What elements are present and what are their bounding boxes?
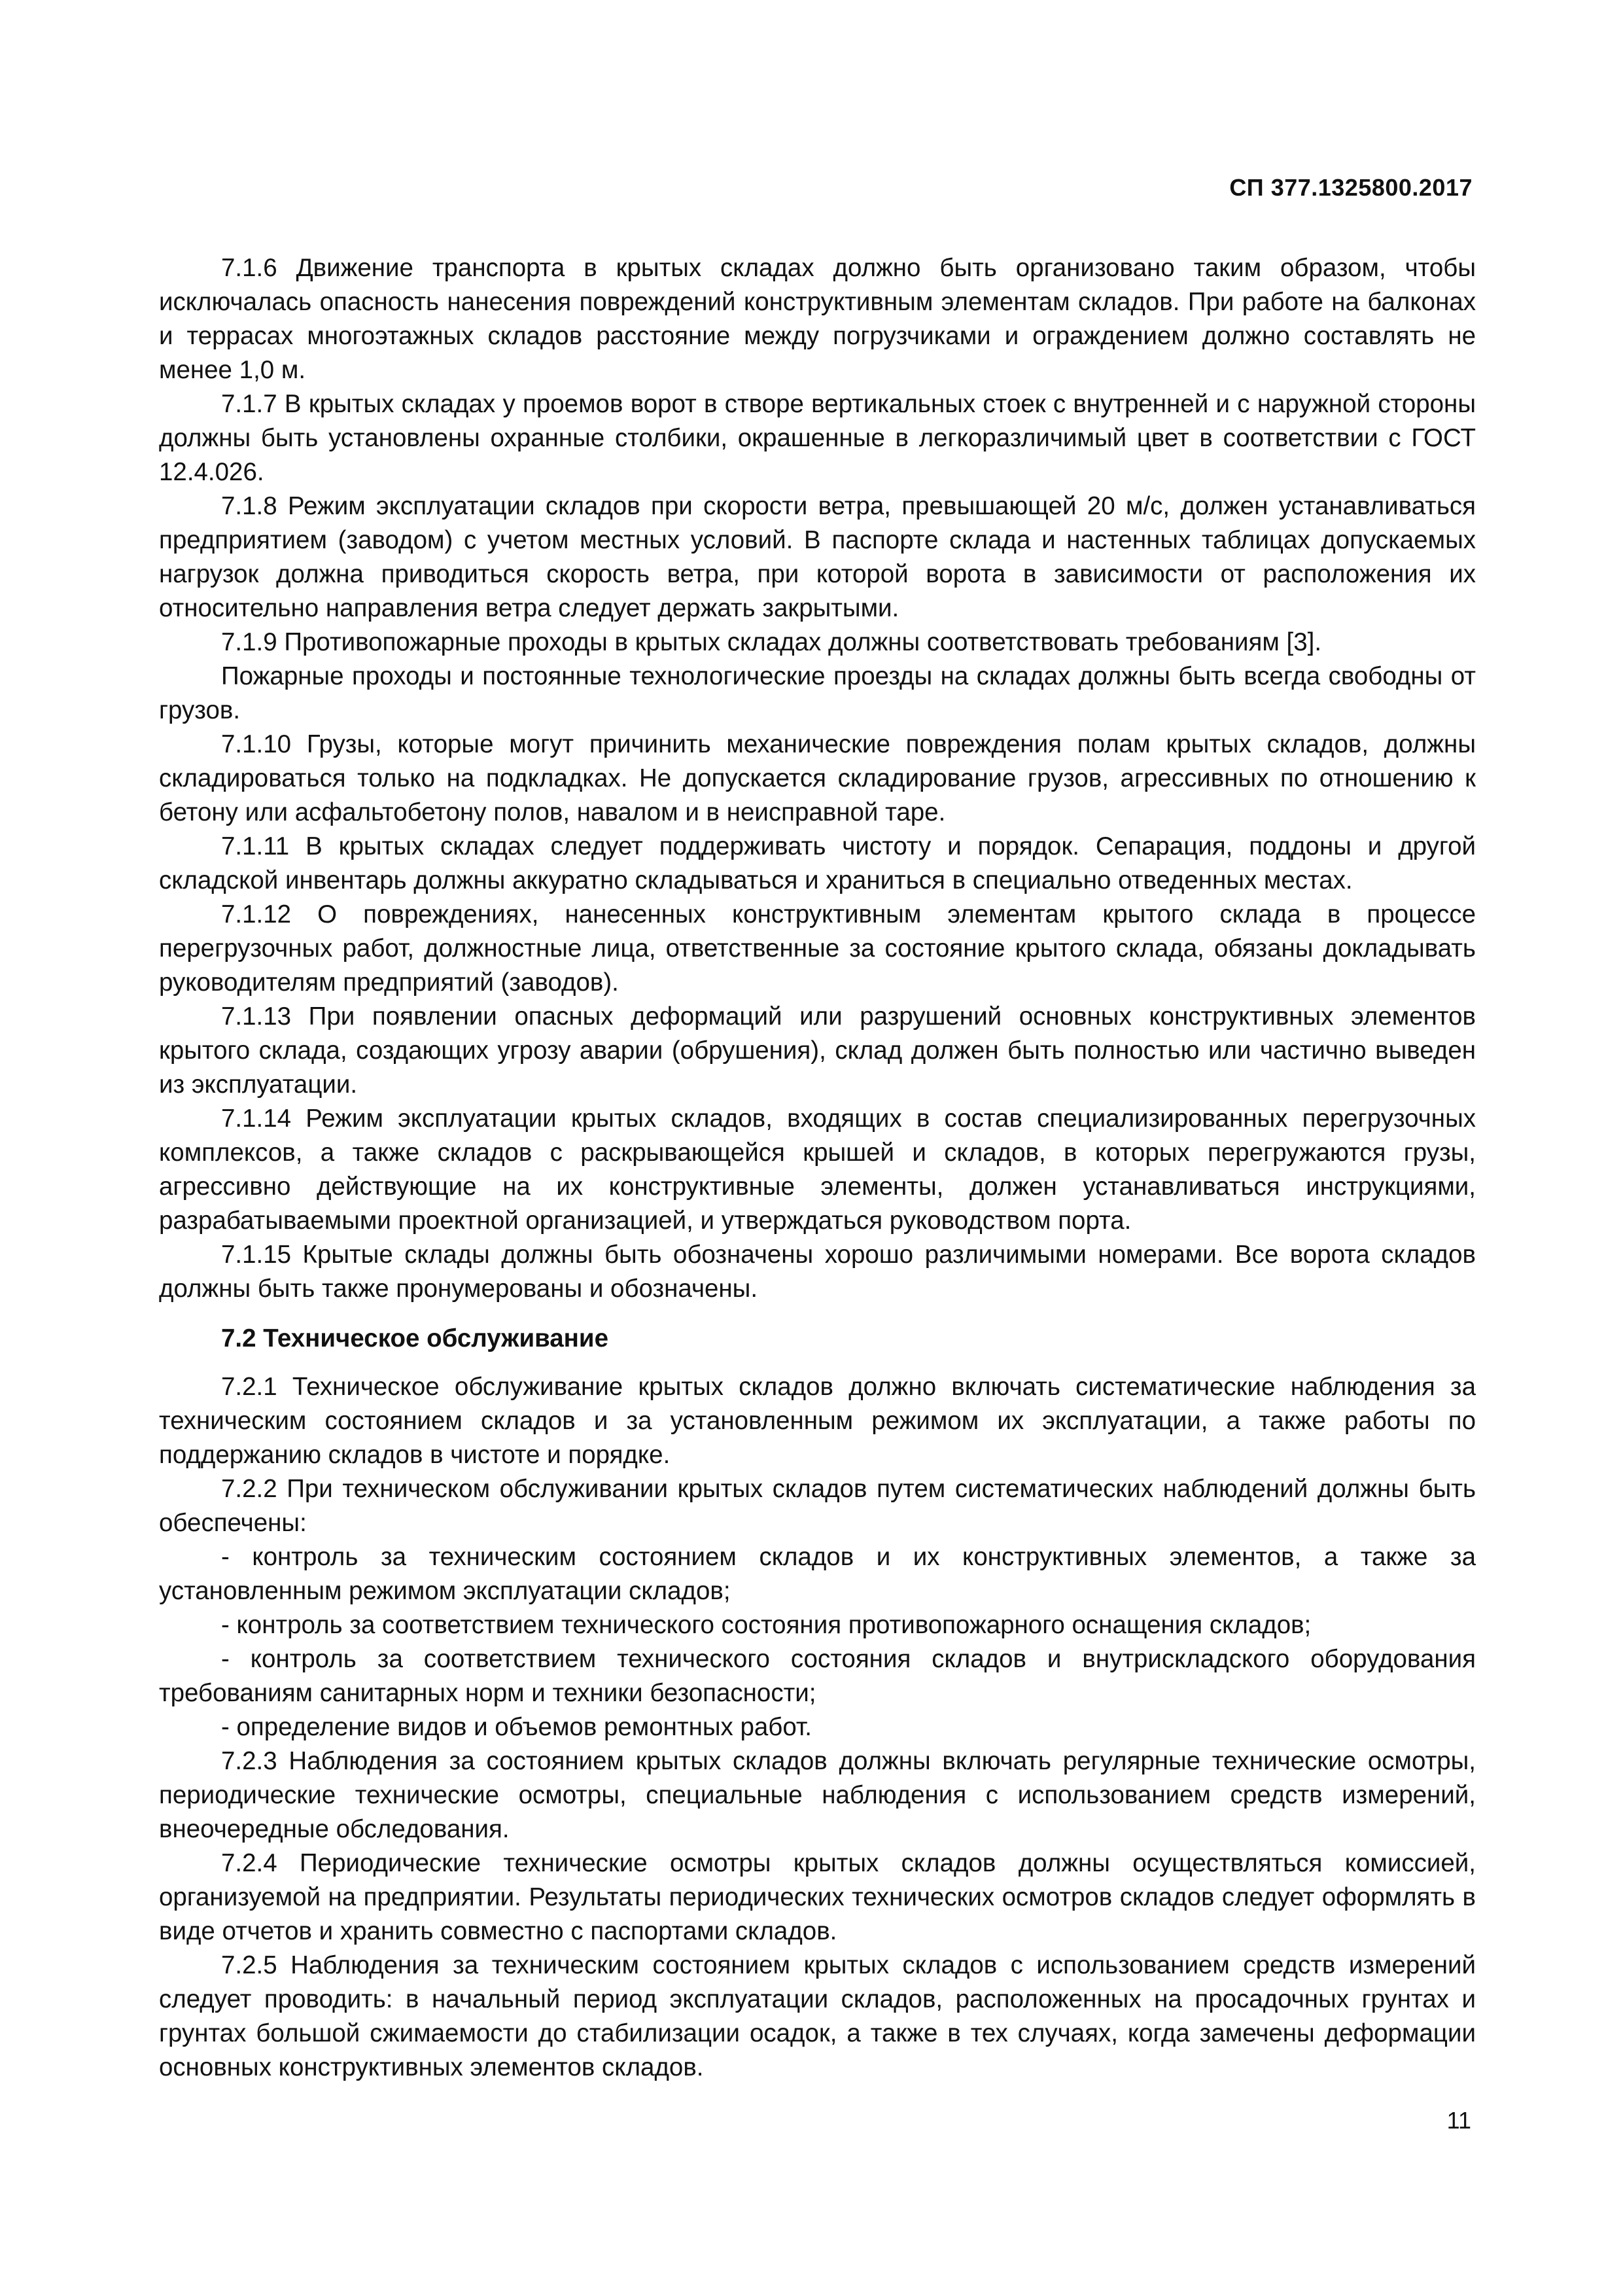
list-item: - контроль за соответствием технического состояния противопожарного оснащения складов; (221, 1611, 1312, 1639)
paragraph-7-1-6: 7.1.6 Движение транспорта в крытых складах должно быть организовано таким образом, чтобы исключалась опасность нанесения повреждений конструктивным элементам складов. При работе на балконах и террасах многоэтажных складов расстояние между погрузчиками и ограждением должно составлять не менее 1,0 м. (159, 254, 1476, 384)
paragraph-7-2-3: 7.2.3 Наблюдения за состоянием крытых складов должны включать регулярные технические осмотры, периодические технические осмотры, специальные наблюдения с использованием средств измерений, внеочередные обследования. (159, 1747, 1476, 1843)
document-code: СП 377.1325800.2017 (1229, 174, 1473, 201)
paragraph-7-1-15: 7.1.15 Крытые склады должны быть обозначены хорошо различимыми номерами. Все ворота складов должны быть также пронумерованы и обозначены. (159, 1241, 1476, 1303)
paragraph-7-2-2: 7.2.2 При техническом обслуживании крытых складов путем систематических наблюдений должны быть обеспечены: (159, 1475, 1476, 1537)
paragraph-7-2-5: 7.2.5 Наблюдения за техническим состоянием крытых складов с использованием средств измерений следует проводить: в начальный период эксплуатации складов, расположенных на просадочных грунтах и грунтах большой сжимаемости до стабилизации осадок, а также в тех случаях, когда замечены деформации основных конструктивных элементов складов. (159, 1951, 1476, 2081)
paragraph-7-2-1: 7.2.1 Техническое обслуживание крытых складов должно включать систематические наблюдения за техническим состоянием складов и за установленным режимом их эксплуатации, а также работы по поддержанию складов в чистоте и порядке. (159, 1373, 1476, 1469)
paragraph-7-1-12: 7.1.12 О повреждениях, нанесенных конструктивным элементам крытого склада в процессе перегрузочных работ, должностные лица, ответственные за состояние крытого склада, обязаны докладывать руководителям предприятий (заводов). (159, 900, 1476, 997)
paragraph-7-1-13: 7.1.13 При появлении опасных деформаций или разрушений основных конструктивных элементов крытого склада, создающих угрозу аварии (обрушения), склад должен быть полностью или частично выведен из эксплуатации. (159, 1002, 1476, 1099)
paragraph-7-1-10: 7.1.10 Грузы, которые могут причинить механические повреждения полам крытых складов, должны складироваться только на подкладках. Не допускается складирование грузов, агрессивных по отношению к бетону или асфальтобетону полов, навалом и в неисправной таре. (159, 730, 1476, 826)
paragraph-7-1-9-fire-passages: Пожарные проходы и постоянные технологические проезды на складах должны быть всегда свободны от грузов. (159, 662, 1476, 724)
paragraph-7-1-8: 7.1.8 Режим эксплуатации складов при скорости ветра, превышающей 20 м/с, должен устанавливаться предприятием (заводом) с учетом местных условий. В паспорте склада и настенных таблицах допускаемых нагрузок должна приводиться скорость ветра, при которой ворота в зависимости от расположения их относительно направления ветра следует держать закрытыми. (159, 492, 1476, 622)
list-item: - контроль за соответствием технического состояния складов и внутрискладского оборудования требованиям санитарных норм и техники безопасности; (159, 1645, 1476, 1707)
paragraph-7-1-11: 7.1.11 В крытых складах следует поддерживать чистоту и порядок. Сепарация, поддоны и другой складской инвентарь должны аккуратно складываться и храниться в специально отведенных местах. (159, 832, 1476, 894)
paragraph-7-1-7: 7.1.7 В крытых складах у проемов ворот в створе вертикальных стоек с внутренней и с наружной стороны должны быть установлены охранные столбики, окрашенные в легкоразличимый цвет в соответствии с ГОСТ 12.4.026. (159, 390, 1476, 486)
page-content (159, 251, 1476, 2085)
paragraph-7-1-9: 7.1.9 Противопожарные проходы в крытых складах должны соответствовать требованиям [3]. (221, 628, 1322, 656)
list-item: - контроль за техническим состоянием складов и их конструктивных элементов, а также за установленным режимом эксплуатации складов; (159, 1543, 1476, 1605)
page-number: 11 (1446, 2107, 1471, 2134)
list-item: - определение видов и объемов ремонтных работ. (221, 1713, 812, 1741)
paragraph-7-2-4: 7.2.4 Периодические технические осмотры крытых складов должны осуществляться комиссией, организуемой на предприятии. Результаты периодических технических осмотров складов следует оформлять в виде отчетов и хранить совместно с паспортами складов. (159, 1849, 1476, 1945)
section-heading-7-2: 7.2 Техническое обслуживание (221, 1324, 609, 1352)
paragraph-7-1-14: 7.1.14 Режим эксплуатации крытых складов, входящих в состав специализированных перегрузочных комплексов, а также складов с раскрывающейся крышей и складов, в которых перегружаются грузы, агрессивно действующие на их конструктивные элементы, должен устанавливаться инструкциями, разрабатываемыми проектной организацией, и утверждаться руководством порта. (159, 1104, 1476, 1235)
